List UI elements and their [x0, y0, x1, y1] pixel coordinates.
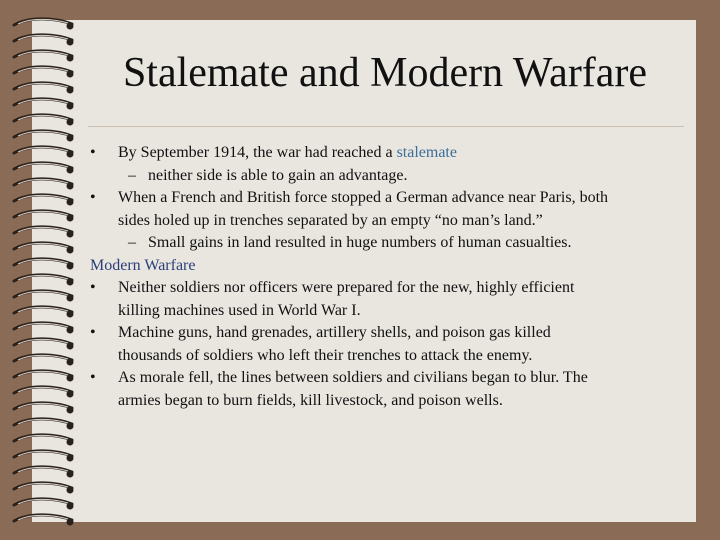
- binding-hole: [67, 439, 74, 446]
- binding-hole: [67, 103, 74, 110]
- sub-bullet-text: Small gains in land resulted in huge numbers of human casualties.: [148, 234, 572, 251]
- bullet-text: thousands of soldiers who left their trenches to attack the enemy.: [118, 346, 533, 364]
- binding-hole: [67, 343, 74, 350]
- bullet-marker: •: [90, 279, 96, 296]
- bullet-continuation: [90, 210, 690, 233]
- bullet-text: As morale fell, the lines between soldiers and civilians began to blur. The: [118, 369, 588, 386]
- binding-hole: [67, 487, 74, 494]
- bullet-continuation: [90, 300, 690, 323]
- binding-hole: [67, 87, 74, 94]
- binding-hole: [67, 311, 74, 318]
- binding-hole: [67, 327, 74, 334]
- bullet-marker: •: [90, 189, 96, 206]
- bullet-text: sides holed up in trenches separated by an empty “no man’s land.”: [118, 211, 543, 229]
- binding-hole: [67, 23, 74, 30]
- bullet-text: killing machines used in World War I.: [118, 301, 361, 319]
- binding-hole: [67, 375, 74, 382]
- spiral-binding-icon: [0, 0, 90, 540]
- bullet-item: [90, 277, 690, 300]
- bullet-continuation: [90, 345, 690, 368]
- bullet-item: [90, 142, 690, 165]
- bullet-text: Machine guns, hand grenades, artillery shells, and poison gas killed: [118, 324, 551, 341]
- binding-hole: [67, 231, 74, 238]
- section-heading: Modern Warfare: [90, 256, 196, 274]
- bullet-text: Neither soldiers nor officers were prepared for the new, highly efficient: [118, 279, 575, 296]
- binding-hole: [67, 119, 74, 126]
- binding-hole: [67, 55, 74, 62]
- binding-hole: [67, 167, 74, 174]
- bullet-text: When a French and British force stopped a German advance near Paris, both: [118, 189, 609, 206]
- binding-hole: [67, 279, 74, 286]
- sub-bullet-text: neither side is able to gain an advantage.: [148, 166, 408, 184]
- binding-hole: [67, 471, 74, 478]
- sub-bullet-item: [90, 232, 690, 255]
- binding-hole: [67, 359, 74, 366]
- binding-hole: [67, 423, 74, 430]
- bullet-item: [90, 322, 690, 345]
- bullet-continuation: [90, 390, 690, 413]
- bullet-marker: •: [90, 144, 96, 161]
- binding-hole: [67, 391, 74, 398]
- binding-hole: [67, 71, 74, 78]
- bullet-item: [90, 187, 690, 210]
- binding-hole: [67, 295, 74, 302]
- binding-hole: [67, 519, 74, 526]
- dash-marker: –: [128, 234, 136, 251]
- bullet-text: armies began to burn fields, kill livestock, and poison wells.: [118, 391, 503, 409]
- binding-hole: [67, 263, 74, 270]
- keyword-link[interactable]: stalemate: [396, 144, 457, 161]
- slide-body: [90, 142, 690, 412]
- bullet-marker: •: [90, 324, 96, 341]
- binding-hole: [67, 455, 74, 462]
- binding-hole: [67, 247, 74, 254]
- binding-hole: [67, 183, 74, 190]
- binding-hole: [67, 39, 74, 46]
- binding-hole: [67, 503, 74, 510]
- bullet-text: By September 1914, the war had reached a: [118, 144, 397, 161]
- sub-bullet-item: [90, 165, 690, 188]
- dash-marker: –: [128, 166, 136, 184]
- bullet-item: [90, 367, 690, 390]
- title-divider: [88, 126, 684, 127]
- binding-hole: [67, 215, 74, 222]
- bullet-marker: •: [90, 369, 96, 386]
- binding-hole: [67, 199, 74, 206]
- binding-hole: [67, 151, 74, 158]
- binding-hole: [67, 407, 74, 414]
- slide-title: Stalemate and Modern Warfare: [122, 50, 648, 96]
- binding-hole: [67, 135, 74, 142]
